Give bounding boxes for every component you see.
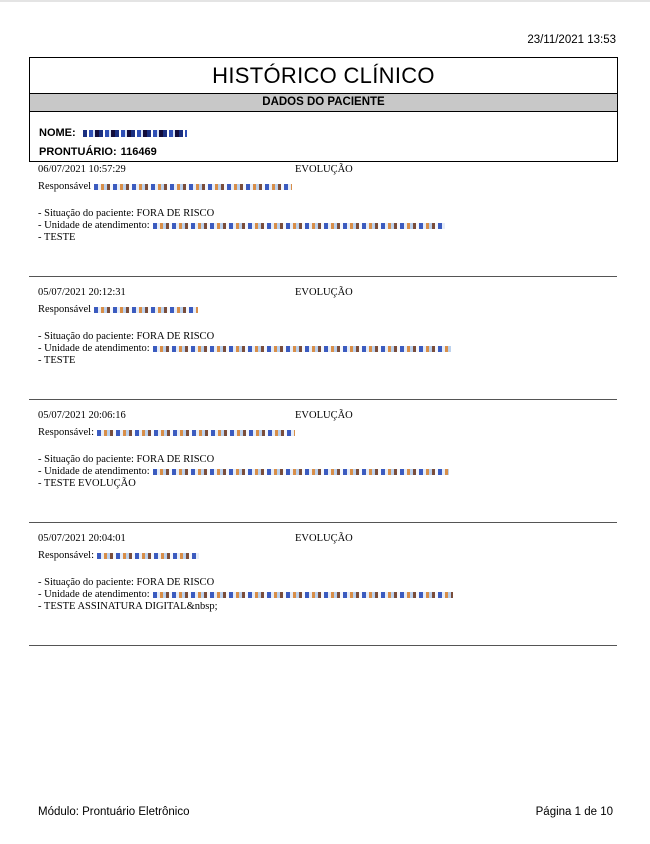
care-unit-label: - Unidade de atendimento:	[38, 343, 150, 354]
entry-body	[38, 577, 453, 613]
patient-status: - Situação do paciente: FORA DE RISCO	[38, 208, 215, 219]
print-timestamp: 23/11/2021 13:53	[527, 34, 616, 46]
top-border	[0, 0, 650, 2]
record-number: 116469	[120, 146, 157, 158]
entry-body	[38, 454, 449, 490]
entry-body	[38, 208, 445, 244]
entry-responsible	[38, 304, 198, 315]
patient-name-row	[39, 124, 617, 143]
entry-type: EVOLUÇÃO	[295, 164, 353, 175]
entry-responsible	[38, 427, 295, 438]
history-entry	[29, 522, 617, 646]
entry-note: - TESTE EVOLUÇÃO	[38, 478, 136, 489]
entry-type: EVOLUÇÃO	[295, 287, 353, 298]
care-unit-line	[38, 589, 453, 601]
care-unit-label: - Unidade de atendimento:	[38, 220, 150, 231]
entry-note: - TESTE	[38, 355, 76, 366]
care-unit-line	[38, 220, 445, 232]
patient-name-label: NOME:	[39, 127, 76, 139]
patient-status: - Situação do paciente: FORA DE RISCO	[38, 577, 215, 588]
redacted-responsible	[97, 553, 199, 559]
entry-type: EVOLUÇÃO	[295, 533, 353, 544]
entry-type: EVOLUÇÃO	[295, 410, 353, 421]
redacted-responsible	[94, 184, 292, 190]
entry-note: - TESTE	[38, 232, 76, 243]
entry-note: - TESTE ASSINATURA DIGITAL&nbsp;	[38, 601, 218, 612]
care-unit-line	[38, 466, 449, 478]
entry-responsible	[38, 181, 292, 192]
history-entry	[29, 276, 617, 400]
care-unit-line	[38, 343, 451, 355]
record-label: PRONTUÁRIO:	[39, 146, 117, 158]
entry-datetime: 05/07/2021 20:06:16	[38, 410, 126, 421]
redacted-patient-name	[83, 130, 187, 137]
redacted-responsible	[97, 430, 295, 436]
entry-datetime: 05/07/2021 20:12:31	[38, 287, 126, 298]
entry-body	[38, 331, 451, 367]
redacted-care-unit	[153, 592, 453, 598]
entry-responsible	[38, 550, 199, 561]
report-title: HISTÓRICO CLÍNICO	[212, 63, 435, 88]
redacted-care-unit	[153, 346, 451, 352]
entry-datetime: 05/07/2021 20:04:01	[38, 533, 126, 544]
footer-module: Módulo: Prontuário Eletrônico	[38, 806, 190, 818]
section-title: DADOS DO PACIENTE	[30, 93, 617, 112]
redacted-responsible	[94, 307, 198, 313]
report-header	[29, 57, 618, 162]
patient-status: - Situação do paciente: FORA DE RISCO	[38, 331, 215, 342]
responsible-label: Responsável:	[38, 427, 94, 438]
care-unit-label: - Unidade de atendimento:	[38, 589, 150, 600]
redacted-care-unit	[153, 223, 445, 229]
care-unit-label: - Unidade de atendimento:	[38, 466, 150, 477]
history-entry	[29, 399, 617, 523]
patient-status: - Situação do paciente: FORA DE RISCO	[38, 454, 215, 465]
responsible-label: Responsável:	[38, 550, 94, 561]
page-number: Página 1 de 10	[535, 806, 613, 818]
responsible-label: Responsável	[38, 304, 92, 315]
history-entry	[29, 153, 617, 277]
responsible-label: Responsável	[38, 181, 92, 192]
redacted-care-unit	[153, 469, 449, 475]
entry-datetime: 06/07/2021 10:57:29	[38, 164, 126, 175]
